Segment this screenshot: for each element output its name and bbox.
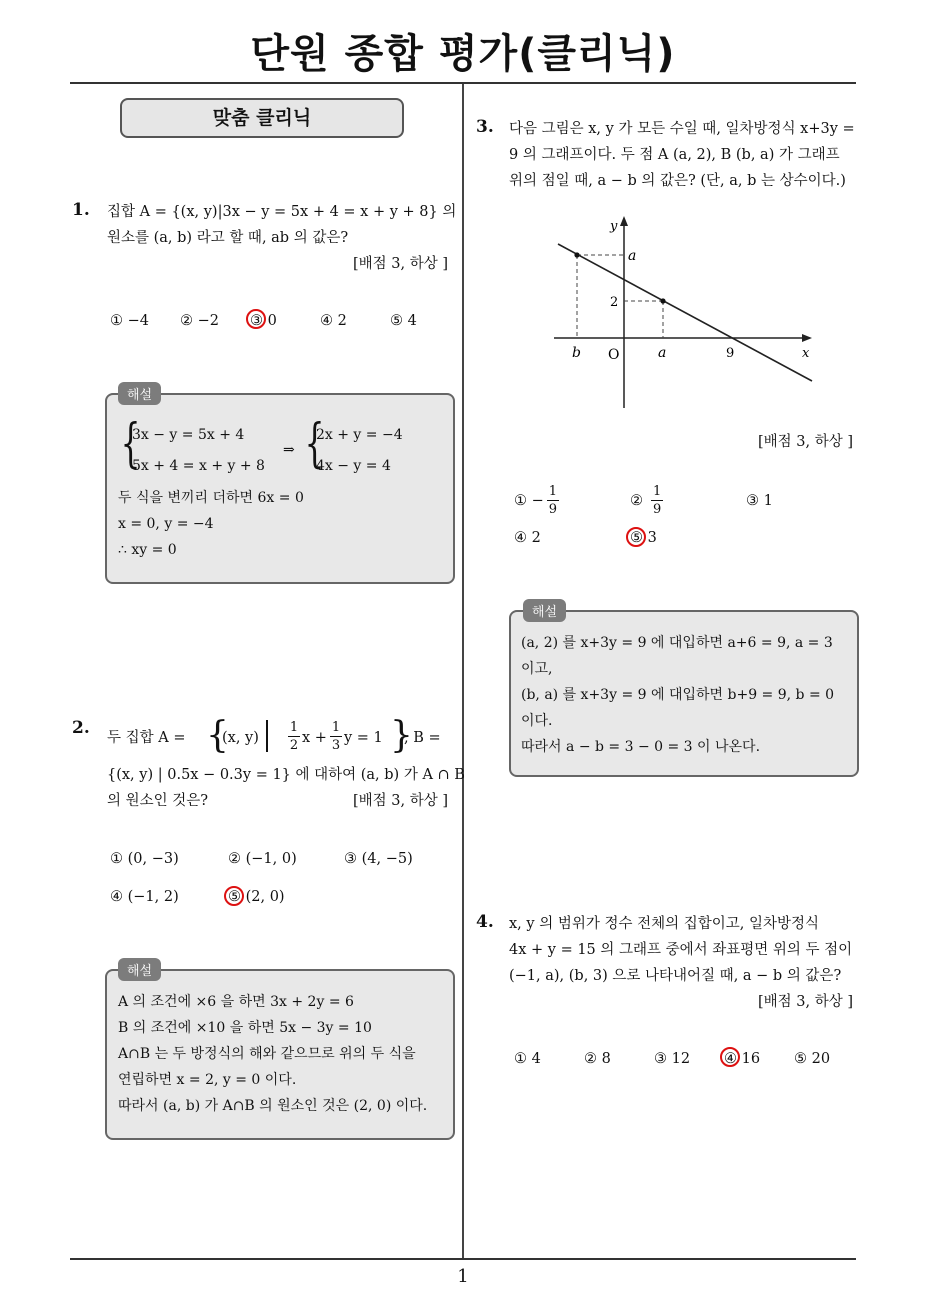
question-3-choice-2-fraction [651, 483, 663, 518]
solution-tag-q2: 해설 [118, 958, 161, 981]
graph-line [558, 244, 812, 381]
question-3-choice-5[interactable]: ⑤ 3 [630, 530, 657, 546]
question-4-choice-4[interactable]: ④ 16 [724, 1051, 761, 1067]
question-4-choice-2[interactable]: ② 8 [584, 1051, 611, 1067]
question-4-number: 4. [476, 912, 494, 932]
question-2-x-term: x + [302, 730, 327, 746]
solution-q1-line-1: 두 식을 변끼리 더하면 6x = 0 [118, 490, 304, 506]
question-3-choice-1-den: 9 [548, 502, 558, 517]
question-1-choice-5[interactable]: ⑤ 4 [390, 313, 417, 329]
question-3-graph [550, 210, 840, 415]
y-tick-a: a [628, 248, 637, 264]
set-bar-icon [266, 720, 268, 752]
question-2-choice-3[interactable]: ③ (4, −5) [344, 851, 413, 867]
question-3-text-line2: 9 의 그래프이다. 두 점 A (a, 2), B (b, a) 가 그래프 [509, 147, 840, 163]
solution-q1-sys-right-2: 4x − y = 4 [316, 458, 391, 474]
question-4-text-line1: x, y 의 범위가 정수 전체의 집합이고, 일차방정식 [509, 916, 819, 932]
solution-q1-sys-left-1: 3x − y = 5x + 4 [132, 427, 245, 443]
fraction-2 [330, 719, 342, 754]
question-2-y-term: y = 1 [344, 730, 383, 746]
solution-q2-line-3: A∩B 는 두 방정식의 해와 같으므로 위의 두 식을 [118, 1046, 416, 1062]
page-number: 1 [457, 1266, 469, 1287]
question-3-choice-3[interactable]: ③ 1 [746, 493, 773, 509]
question-1-choice-2[interactable]: ② −2 [180, 313, 219, 329]
question-3-number: 3. [476, 117, 494, 137]
set-brace-close-icon: } [390, 715, 413, 756]
question-3-choice-2-num: 1 [653, 484, 662, 499]
solution-q2-line-5: 따라서 (a, b) 가 A∩B 의 원소인 것은 (2, 0) 이다. [118, 1098, 428, 1114]
question-4-choice-3[interactable]: ③ 12 [654, 1051, 691, 1067]
solution-q3-line-5: 따라서 a − b = 3 − 0 = 3 이 나온다. [521, 739, 761, 755]
page-title: 단원 종합 평가(클리닉) [250, 31, 676, 77]
solution-q1-line-3: ∴ xy = 0 [118, 542, 177, 558]
question-2-set-var: (x, y) [222, 730, 259, 746]
question-4-choice-1[interactable]: ① 4 [514, 1051, 541, 1067]
fraction-2-num: 1 [331, 720, 341, 735]
question-4-text-line3: (−1, a), (b, 3) 으로 나타내어질 때, a − b 의 값은? [509, 968, 842, 984]
fraction-2-den: 3 [331, 738, 341, 753]
question-1-number: 1. [72, 200, 90, 220]
solution-tag-q1: 해설 [118, 382, 161, 405]
question-3-choice-2-prefix: ② [630, 492, 643, 509]
solution-q2-line-1: A 의 조건에 ×6 을 하면 3x + 2y = 6 [118, 994, 354, 1010]
question-3-choice-1-fraction [547, 483, 559, 518]
question-1-choice-3[interactable]: ③ 0 [250, 313, 277, 329]
question-3-text-line1: 다음 그림은 x, y 가 모든 수일 때, 일차방정식 x+3y = [509, 121, 855, 137]
x-tick-9: 9 [726, 346, 735, 361]
question-2-number: 2. [72, 718, 90, 738]
question-3-choice-1-prefix: ① − [514, 492, 544, 509]
solution-q3-line-1: (a, 2) 를 x+3y = 9 에 대입하면 a+6 = 9, a = 3 [521, 635, 833, 651]
fraction-1-den: 2 [289, 738, 299, 753]
point-b [574, 252, 579, 257]
fraction-1-num: 1 [289, 720, 299, 735]
question-2-text-line1a: 두 집합 A = [107, 730, 186, 746]
brace-left-icon: { [120, 414, 141, 474]
question-4-text-line2: 4x + y = 15 의 그래프 중에서 좌표평면 위의 두 점이 [509, 942, 853, 958]
solution-q1-line-2: x = 0, y = −4 [118, 516, 214, 532]
solution-q1-arrow: ⇒ [283, 442, 295, 458]
point-a [660, 298, 665, 303]
question-3-choice-4[interactable]: ④ 2 [514, 530, 541, 546]
origin-label: O [608, 347, 620, 363]
question-3-choice-2-den: 9 [653, 502, 662, 517]
question-2-choice-5[interactable]: ⑤ (2, 0) [228, 889, 285, 905]
column-divider [462, 84, 464, 1260]
answer-mark-q1 [246, 309, 266, 329]
y-axis-arrow-icon [620, 216, 628, 226]
question-2-choice-2[interactable]: ② (−1, 0) [228, 851, 297, 867]
x-axis-arrow-icon [802, 334, 812, 342]
question-1-text-line2: 원소를 (a, b) 라고 할 때, ab 의 값은? [107, 230, 349, 246]
y-tick-2: 2 [610, 295, 619, 310]
question-2-choice-4[interactable]: ④ (−1, 2) [110, 889, 179, 905]
solution-q1-sys-right-1: 2x + y = −4 [316, 427, 403, 443]
answer-mark-q4 [720, 1047, 740, 1067]
question-4-meta: [배점 3, 하상 ] [757, 994, 853, 1010]
footer-rule [70, 1258, 856, 1260]
question-2-text-line1b: , B = [404, 730, 441, 746]
question-2-text-line3: 의 원소인 것은? [107, 793, 209, 809]
question-3-choice-1-num: 1 [548, 484, 558, 499]
set-brace-open-icon: { [206, 715, 229, 756]
question-2-choice-1[interactable]: ① (0, −3) [110, 851, 179, 867]
question-2-text-line2: {(x, y) | 0.5x − 0.3y = 1} 에 대하여 (a, b) 가 A ∩ B [107, 767, 465, 783]
question-3-choice-2[interactable] [630, 483, 663, 518]
solution-q3-line-2: 이고, [521, 661, 553, 677]
question-3-meta: [배점 3, 하상 ] [757, 434, 853, 450]
x-tick-b: b [572, 345, 581, 361]
y-axis-label: y [610, 219, 618, 234]
brace-right-icon: { [304, 414, 325, 474]
answer-mark-q2 [224, 886, 244, 906]
solution-q2-line-2: B 의 조건에 ×10 을 하면 5x − 3y = 10 [118, 1020, 372, 1036]
solution-q3-line-4: 이다. [521, 713, 553, 729]
question-4-choice-5[interactable]: ⑤ 20 [794, 1051, 831, 1067]
solution-q1-sys-left-2: 5x + 4 = x + y + 8 [132, 458, 265, 474]
question-1-meta: [배점 3, 하상 ] [352, 256, 448, 272]
question-3-text-line3: 위의 점일 때, a − b 의 값은? (단, a, b 는 상수이다.) [509, 173, 846, 189]
question-1-choice-1[interactable]: ① −4 [110, 313, 149, 329]
answer-mark-q3 [626, 527, 646, 547]
question-3-choice-1[interactable] [514, 483, 559, 518]
solution-tag-q3: 해설 [523, 599, 566, 622]
x-tick-a: a [658, 345, 667, 361]
solution-q3-line-3: (b, a) 를 x+3y = 9 에 대입하면 b+9 = 9, b = 0 [521, 687, 835, 703]
question-2-meta: [배점 3, 하상 ] [352, 793, 448, 809]
question-1-text-line1: 집합 A = {(x, y)|3x − y = 5x + 4 = x + y + 8} 의 [107, 204, 457, 220]
section-badge: 맞춤 클리닉 [120, 98, 404, 138]
question-1-choice-4[interactable]: ④ 2 [320, 313, 347, 329]
x-axis-label: x [802, 346, 810, 361]
solution-q2-line-4: 연립하면 x = 2, y = 0 이다. [118, 1072, 297, 1088]
fraction-1 [288, 719, 300, 754]
